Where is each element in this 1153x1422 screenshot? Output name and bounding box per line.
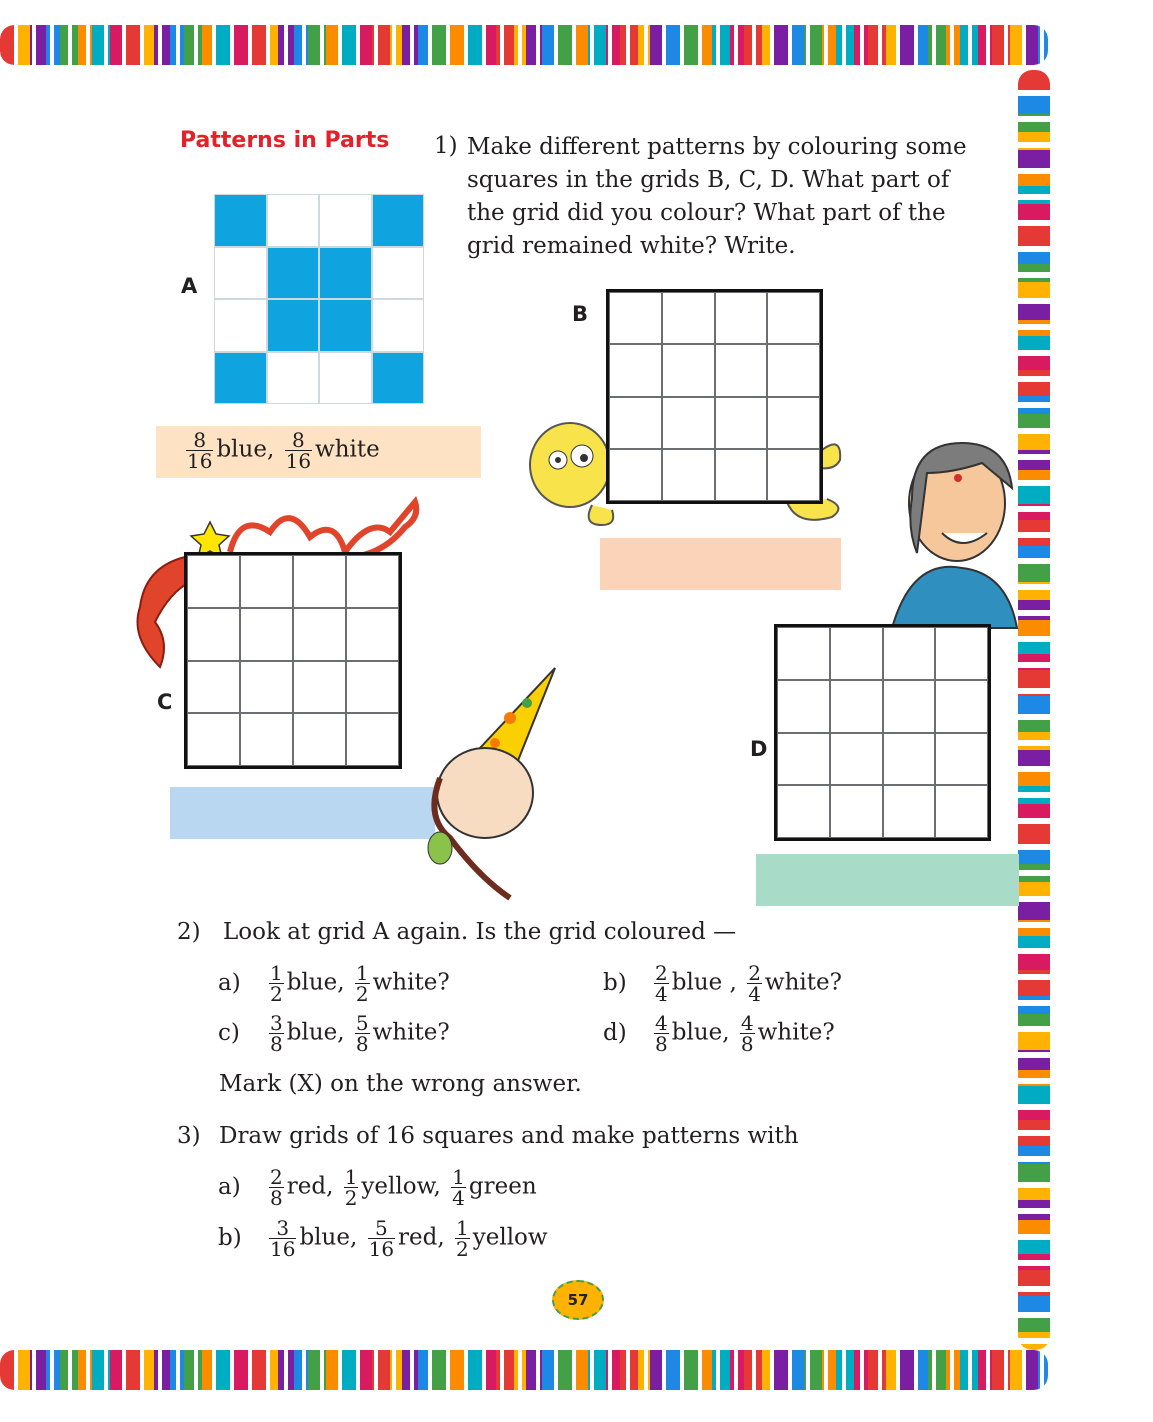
grid-a-cell-blue — [372, 352, 425, 405]
grid-a-cell-blue — [214, 352, 267, 405]
question-3-number: 3) — [177, 1123, 201, 1149]
grid-a-cell-white — [214, 299, 267, 352]
grid-a-cell-white — [372, 299, 425, 352]
grid-c[interactable] — [184, 552, 402, 769]
grid-d[interactable] — [774, 624, 991, 841]
grid-b-label: B — [572, 302, 589, 326]
grid-a-cell-blue — [319, 247, 372, 300]
q3-item-a: a) $\frac{2}{8}$ red, $\frac{1}{2}$ yellow, $\frac{1}{4}$ green — [218, 1165, 537, 1210]
answer-box-c[interactable] — [170, 787, 435, 839]
answer-a-text: $\frac{8}{16}$ blue, $\frac{8}{16}$ white — [187, 428, 380, 473]
section-title: Patterns in Parts — [180, 128, 390, 153]
option-c: c) $\frac{3}{8}$ blue, $\frac{5}{8}$ white? — [218, 1011, 450, 1056]
grid-a-cell-white — [214, 247, 267, 300]
question-2-text: Look at grid A again. Is the grid coloured — — [223, 919, 737, 945]
grid-a-cell-white — [372, 247, 425, 300]
question-1-text — [467, 131, 967, 263]
decorative-border-top — [0, 25, 1048, 65]
decorative-border-right — [1018, 70, 1050, 1350]
question-1-number: 1) — [434, 133, 458, 159]
question-2-number: 2) — [177, 919, 201, 945]
grid-a-cell-blue — [319, 299, 372, 352]
answer-box-b[interactable] — [600, 538, 841, 590]
answer-box-d[interactable] — [756, 854, 1019, 906]
page-number: 57 — [552, 1280, 604, 1320]
grid-a-cell-blue — [214, 194, 267, 247]
decorative-border-bottom — [0, 1350, 1048, 1390]
grid-a-cell-white — [319, 194, 372, 247]
option-a: a) $\frac{1}{2}$ blue, $\frac{1}{2}$ white? — [218, 961, 450, 1006]
grid-d-label: D — [750, 737, 768, 761]
fraction: $\frac{8}{16}$ — [285, 428, 312, 473]
child-party-hat-illustration — [415, 648, 585, 908]
grid-a-cell-blue — [267, 247, 320, 300]
grid-a-cell-white — [267, 352, 320, 405]
question-1-line: grid remained white? Write. — [467, 233, 796, 259]
q3-item-b: b) $\frac{3}{16}$ blue, $\frac{5}{16}$ red, $\frac{1}{2}$ yellow — [218, 1216, 548, 1261]
fraction: $\frac{8}{16}$ — [187, 428, 213, 473]
option-b: b) $\frac{2}{4}$ blue , $\frac{2}{4}$ white? — [603, 961, 842, 1006]
grid-a-cell-white — [319, 352, 372, 405]
question-1-line: the grid did you colour? What part of the — [467, 200, 946, 226]
grid-a-cell-blue — [267, 299, 320, 352]
grid-b[interactable] — [606, 289, 823, 504]
question-1-line: Make different patterns by colouring some — [467, 134, 967, 160]
option-d: d) $\frac{4}{8}$ blue, $\frac{4}{8}$ white? — [603, 1011, 835, 1056]
grid-a-label: A — [181, 274, 198, 298]
grid-a-cell-blue — [372, 194, 425, 247]
question-2-instruction: Mark (X) on the wrong answer. — [219, 1071, 582, 1097]
grid-c-label: C — [157, 690, 173, 714]
question-3-text: Draw grids of 16 squares and make patterns with — [219, 1123, 799, 1149]
question-1-line: squares in the grids B, C, D. What part of — [467, 167, 950, 193]
grid-a — [214, 194, 424, 404]
grid-a-cell-white — [267, 194, 320, 247]
